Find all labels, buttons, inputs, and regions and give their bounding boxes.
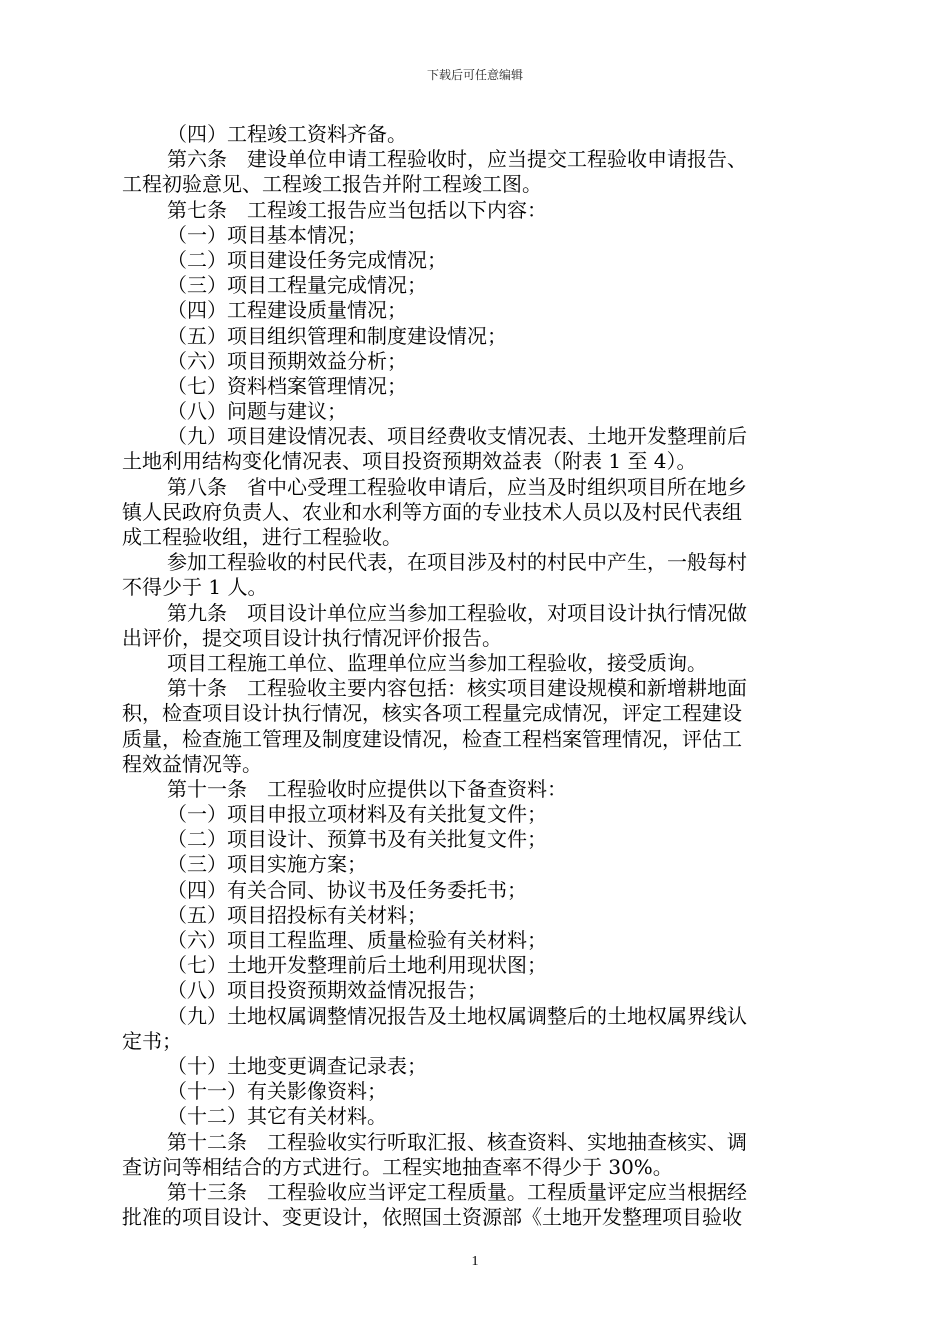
text-line: 查访问等相结合的方式进行。工程实地抽查率不得少于 30%。 bbox=[122, 1154, 673, 1179]
text-line: 第十三条 工程验收应当评定工程质量。工程质量评定应当根据经 bbox=[167, 1179, 747, 1204]
text-line: 质量，检查施工管理及制度建设情况，检查工程档案管理情况，评估工 bbox=[122, 726, 742, 751]
text-line: （九）土地权属调整情况报告及土地权属调整后的土地权属界线认 bbox=[167, 1003, 747, 1028]
text-line: 第十一条 工程验收时应提供以下备查资料： bbox=[167, 776, 567, 801]
text-line: （七）土地开发整理前后土地利用现状图； bbox=[167, 953, 547, 978]
text-line: （八）问题与建议； bbox=[167, 399, 347, 424]
document-body bbox=[122, 122, 834, 1230]
text-line: （七）资料档案管理情况； bbox=[167, 373, 407, 398]
text-line: 参加工程验收的村民代表，在项目涉及村的村民中产生，一般每村 bbox=[167, 550, 747, 575]
text-line: 定书； bbox=[122, 1028, 182, 1053]
text-line: 项目工程施工单位、监理单位应当参加工程验收，接受质询。 bbox=[167, 650, 707, 675]
text-line: （六）项目工程监理、质量检验有关材料； bbox=[167, 928, 547, 952]
text-line: 第八条 省中心受理工程验收申请后，应当及时组织项目所在地乡 bbox=[167, 474, 747, 499]
text-line: （十二）其它有关材料。 bbox=[167, 1104, 387, 1129]
text-line: （九）项目建设情况表、项目经费收支情况表、土地开发整理前后 bbox=[167, 424, 747, 449]
text-line: 土地利用结构变化情况表、项目投资预期效益表（附表 1 至 4）。 bbox=[122, 449, 697, 474]
page-number: 1 bbox=[471, 1254, 479, 1269]
text-line: 不得少于 1 人。 bbox=[122, 575, 268, 600]
text-line: （十一）有关影像资料； bbox=[167, 1079, 387, 1104]
text-line: （二）项目建设任务完成情况； bbox=[167, 247, 447, 272]
text-line: 出评价，提交项目设计执行情况评价报告。 bbox=[122, 625, 502, 650]
text-line: 镇人民政府负责人、农业和水利等方面的专业技术人员以及村民代表组 bbox=[122, 499, 742, 524]
text-line: （四）工程建设质量情况； bbox=[167, 298, 407, 323]
page-header: 下载后可任意编辑 bbox=[426, 68, 523, 82]
text-line: （一）项目基本情况； bbox=[167, 222, 367, 247]
text-line: 成工程验收组，进行工程验收。 bbox=[122, 525, 402, 549]
text-line: 第十二条 工程验收实行听取汇报、核查资料、实地抽查核实、调 bbox=[167, 1129, 747, 1154]
text-line: 程效益情况等。 bbox=[122, 751, 262, 776]
text-line: 积，检查项目设计执行情况，核实各项工程量完成情况，评定工程建设 bbox=[122, 701, 742, 726]
text-line: （十）土地变更调查记录表； bbox=[167, 1053, 427, 1078]
text-line: （三）项目实施方案； bbox=[167, 852, 367, 877]
text-line: （五）项目招投标有关材料； bbox=[167, 902, 427, 927]
text-line: 第九条 项目设计单位应当参加工程验收，对项目设计执行情况做 bbox=[167, 600, 747, 625]
text-line: （一）项目申报立项材料及有关批复文件； bbox=[167, 802, 547, 827]
text-line: 第六条 建设单位申请工程验收时，应当提交工程验收申请报告、 bbox=[167, 147, 747, 172]
text-line: （六）项目预期效益分析； bbox=[167, 348, 407, 373]
text-line: （三）项目工程量完成情况； bbox=[167, 273, 427, 298]
text-line: 工程初验意见、工程竣工报告并附工程竣工图。 bbox=[122, 172, 542, 197]
text-line: 第十条 工程验收主要内容包括：核实项目建设规模和新增耕地面 bbox=[167, 676, 747, 701]
text-line: （八）项目投资预期效益情况报告； bbox=[167, 978, 487, 1003]
text-line: （二）项目设计、预算书及有关批复文件； bbox=[167, 827, 547, 852]
text-line: （四）有关合同、协议书及任务委托书； bbox=[167, 877, 527, 902]
text-line: （五）项目组织管理和制度建设情况； bbox=[167, 323, 507, 348]
text-line: 批准的项目设计、变更设计，依照国土资源部《土地开发整理项目验收 bbox=[122, 1205, 742, 1230]
text-line: 第七条 工程竣工报告应当包括以下内容： bbox=[167, 197, 547, 222]
text-line: （四）工程竣工资料齐备。 bbox=[167, 122, 407, 146]
